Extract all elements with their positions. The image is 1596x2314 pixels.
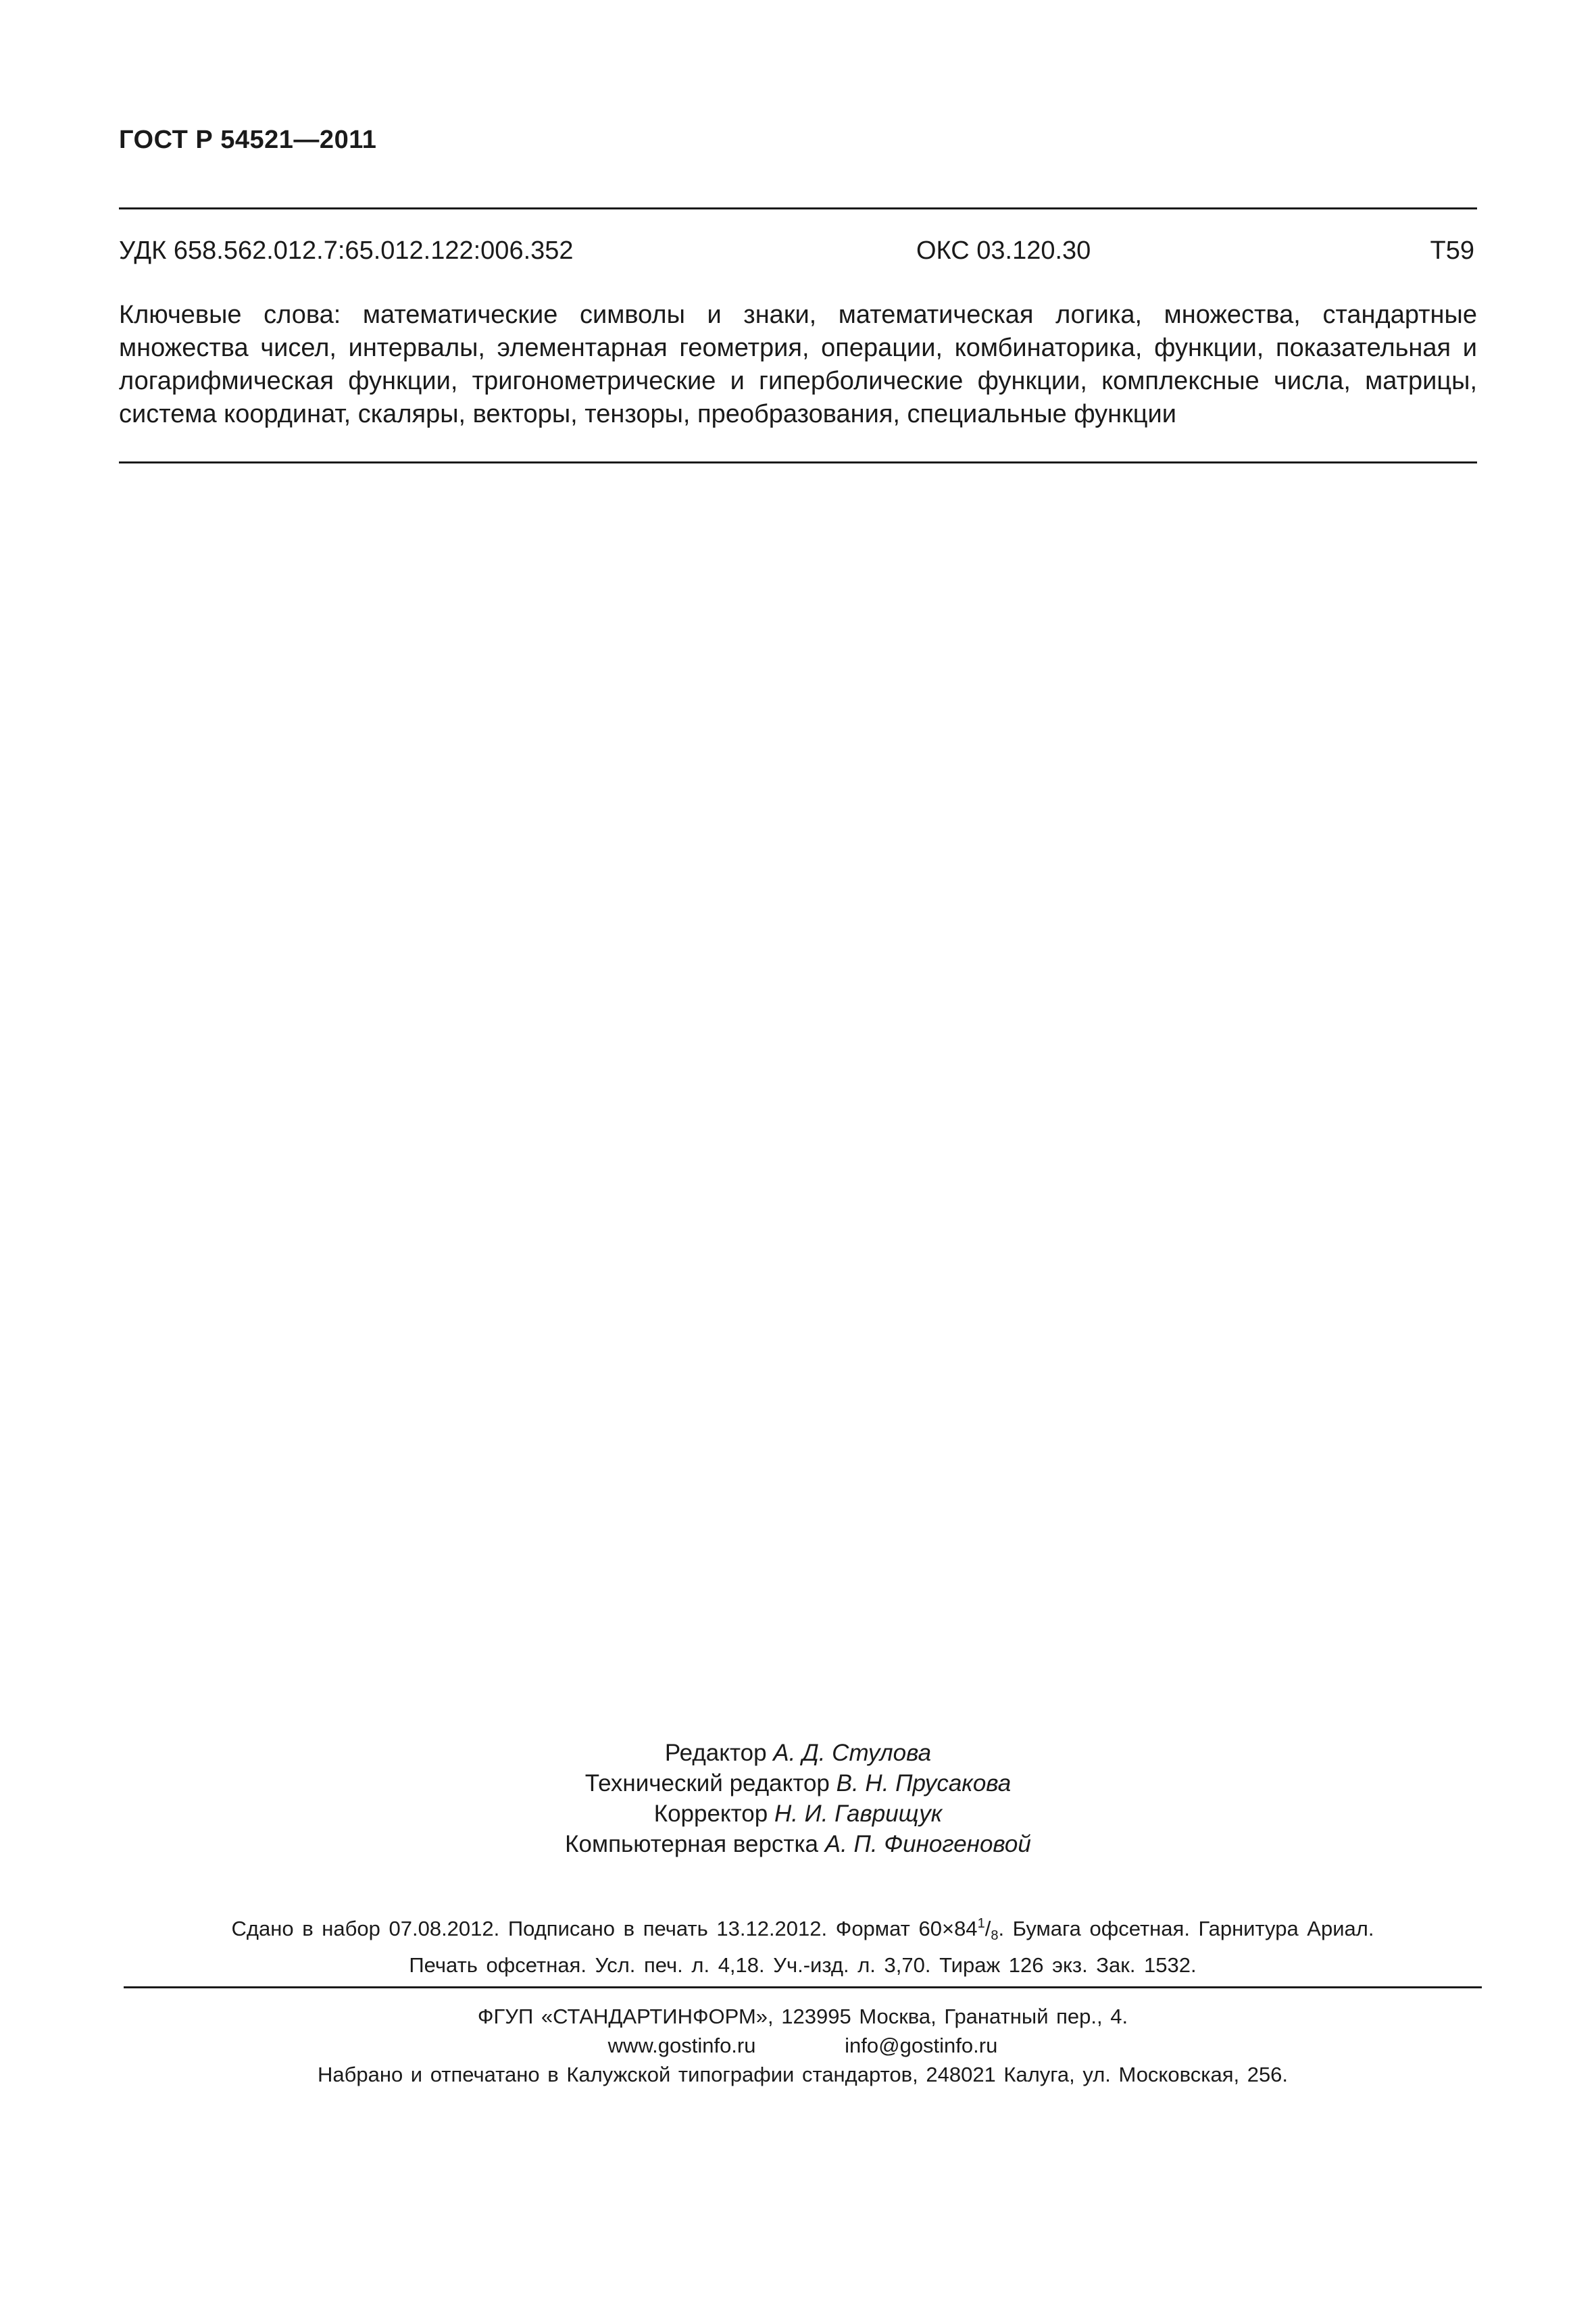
group-code: Т59 xyxy=(1430,236,1474,265)
publisher-email[interactable]: info@gostinfo.ru xyxy=(845,2034,998,2057)
divider-publisher xyxy=(124,1986,1482,1988)
publisher-block xyxy=(124,2002,1482,2089)
credit-name: В. Н. Прусакова xyxy=(836,1770,1012,1796)
publisher-links xyxy=(124,2031,1482,2060)
credits-block xyxy=(0,1738,1596,1859)
classification-row xyxy=(119,236,1477,270)
oks-code: ОКС 03.120.30 xyxy=(916,236,1091,265)
credit-layout xyxy=(0,1829,1596,1859)
udk-code: УДК 658.562.012.7:65.012.122:006.352 xyxy=(119,236,574,265)
format-numerator: 1 xyxy=(977,1916,985,1931)
format-denominator: 8 xyxy=(991,1928,999,1943)
print-info-text: Сдано в набор 07.08.2012. Подписано в печать 13.12.2012. Формат 60×84 xyxy=(231,1917,978,1940)
credit-name: А. П. Финогеновой xyxy=(824,1831,1031,1857)
credit-role: Редактор xyxy=(664,1740,767,1766)
credit-role: Компьютерная верстка xyxy=(565,1831,818,1857)
credit-name: А. Д. Стулова xyxy=(773,1740,932,1766)
print-info-line1: Сдано в набор 07.08.2012. Подписано в печать 13.12.2012. Формат $60\times 84^1/_8$. Бумага офсетная. Гарнитура Ариал. xyxy=(231,1916,1374,1943)
credit-corrector xyxy=(0,1799,1596,1829)
divider-keywords xyxy=(119,461,1477,463)
print-info-line2: Печать офсетная. Усл. печ. л. 4,18. Уч.-изд. л. 3,70. Тираж 126 экз. Зак. 1532. xyxy=(409,1953,1197,1977)
publisher-address: ФГУП «СТАНДАРТИНФОРМ», 123995 Москва, Гранатный пер., 4. xyxy=(477,2005,1128,2028)
credit-role: Корректор xyxy=(653,1801,768,1827)
credit-tech-editor xyxy=(0,1768,1596,1799)
credit-name: Н. И. Гаврищук xyxy=(774,1801,943,1827)
credit-editor xyxy=(0,1738,1596,1768)
print-info-text: . Бумага офсетная. Гарнитура Ариал. xyxy=(998,1917,1374,1940)
printing-house: Набрано и отпечатано в Калужской типографии стандартов, 248021 Калуга, ул. Московская, 256. xyxy=(317,2063,1289,2086)
keywords-paragraph: Ключевые слова: математические символы и знаки, математическая логика, множества, стандартные множества чисел, интервалы, элементарная геометрия, операции, комбинаторика, функции, показательная и логарифмическая функции, тригонометрические и гиперболические функции, комплексные числа, матрицы, система координат, скаляры, векторы, тензоры, преобразования, специальные функции xyxy=(119,301,1477,428)
print-info xyxy=(124,1909,1482,1980)
standard-code: ГОСТ Р 54521—2011 xyxy=(119,126,377,154)
credit-role: Технический редактор xyxy=(584,1770,830,1796)
publisher-website[interactable]: www.gostinfo.ru xyxy=(607,2034,756,2057)
divider-top xyxy=(119,207,1477,209)
